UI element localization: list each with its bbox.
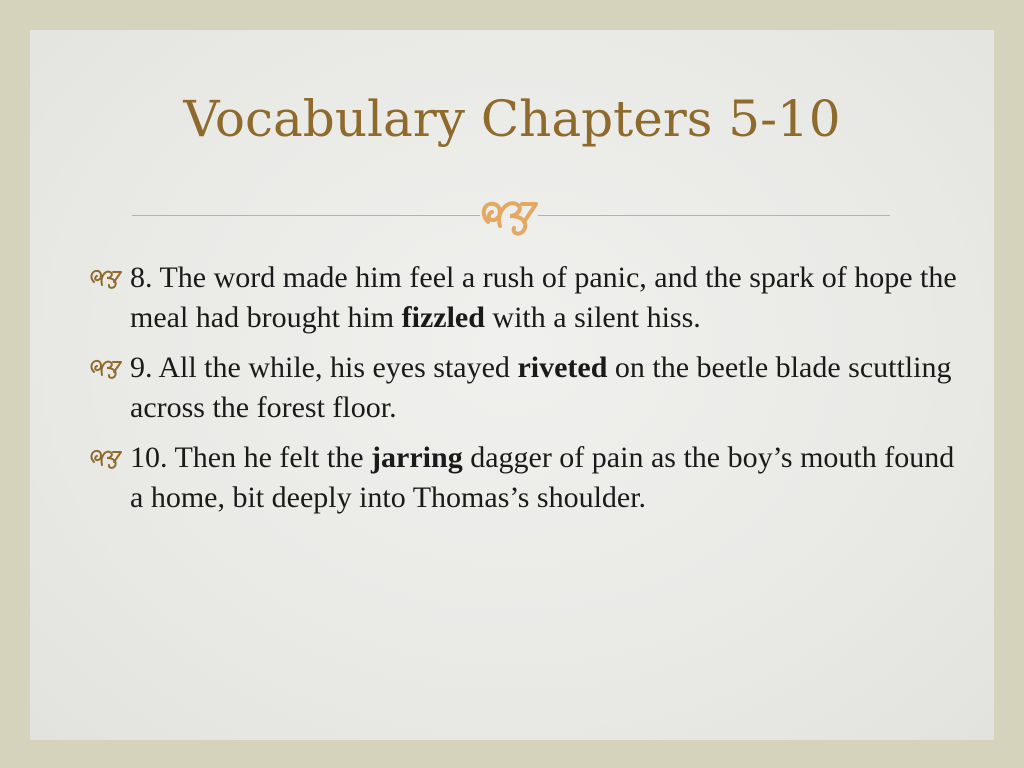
vocab-word: jarring	[371, 441, 463, 474]
item-text-after: with a silent hiss.	[484, 301, 701, 334]
item-text-after: dagger of pain as the boy’s mouth found a home, bit deeply into Thomas’s shoulder.	[130, 441, 955, 514]
flourish-bullet-icon	[88, 356, 126, 380]
flourish-icon	[478, 192, 542, 238]
divider-line-left	[132, 215, 480, 216]
item-text-before: 8. The word made him feel a rush of panic, and the spark of hope the meal had brought him	[130, 261, 957, 334]
item-text-before: 10. Then he felt the	[130, 441, 372, 474]
vocab-word: riveted	[517, 351, 608, 384]
flourish-bullet-icon	[88, 446, 126, 470]
list-item	[88, 438, 968, 518]
flourish-bullet-icon	[88, 266, 126, 290]
slide	[30, 30, 994, 740]
list-item	[88, 258, 968, 338]
vocab-word: fizzled	[401, 301, 485, 334]
item-text-before: 9. All the while, his eyes stayed	[130, 351, 518, 384]
divider-line-right	[538, 215, 890, 216]
bullet-list	[88, 258, 968, 528]
slide-title: Vocabulary Chapters 5-10	[183, 90, 841, 148]
list-item	[88, 348, 968, 428]
item-text-after: on the beetle blade scuttling across the forest floor.	[130, 351, 952, 424]
